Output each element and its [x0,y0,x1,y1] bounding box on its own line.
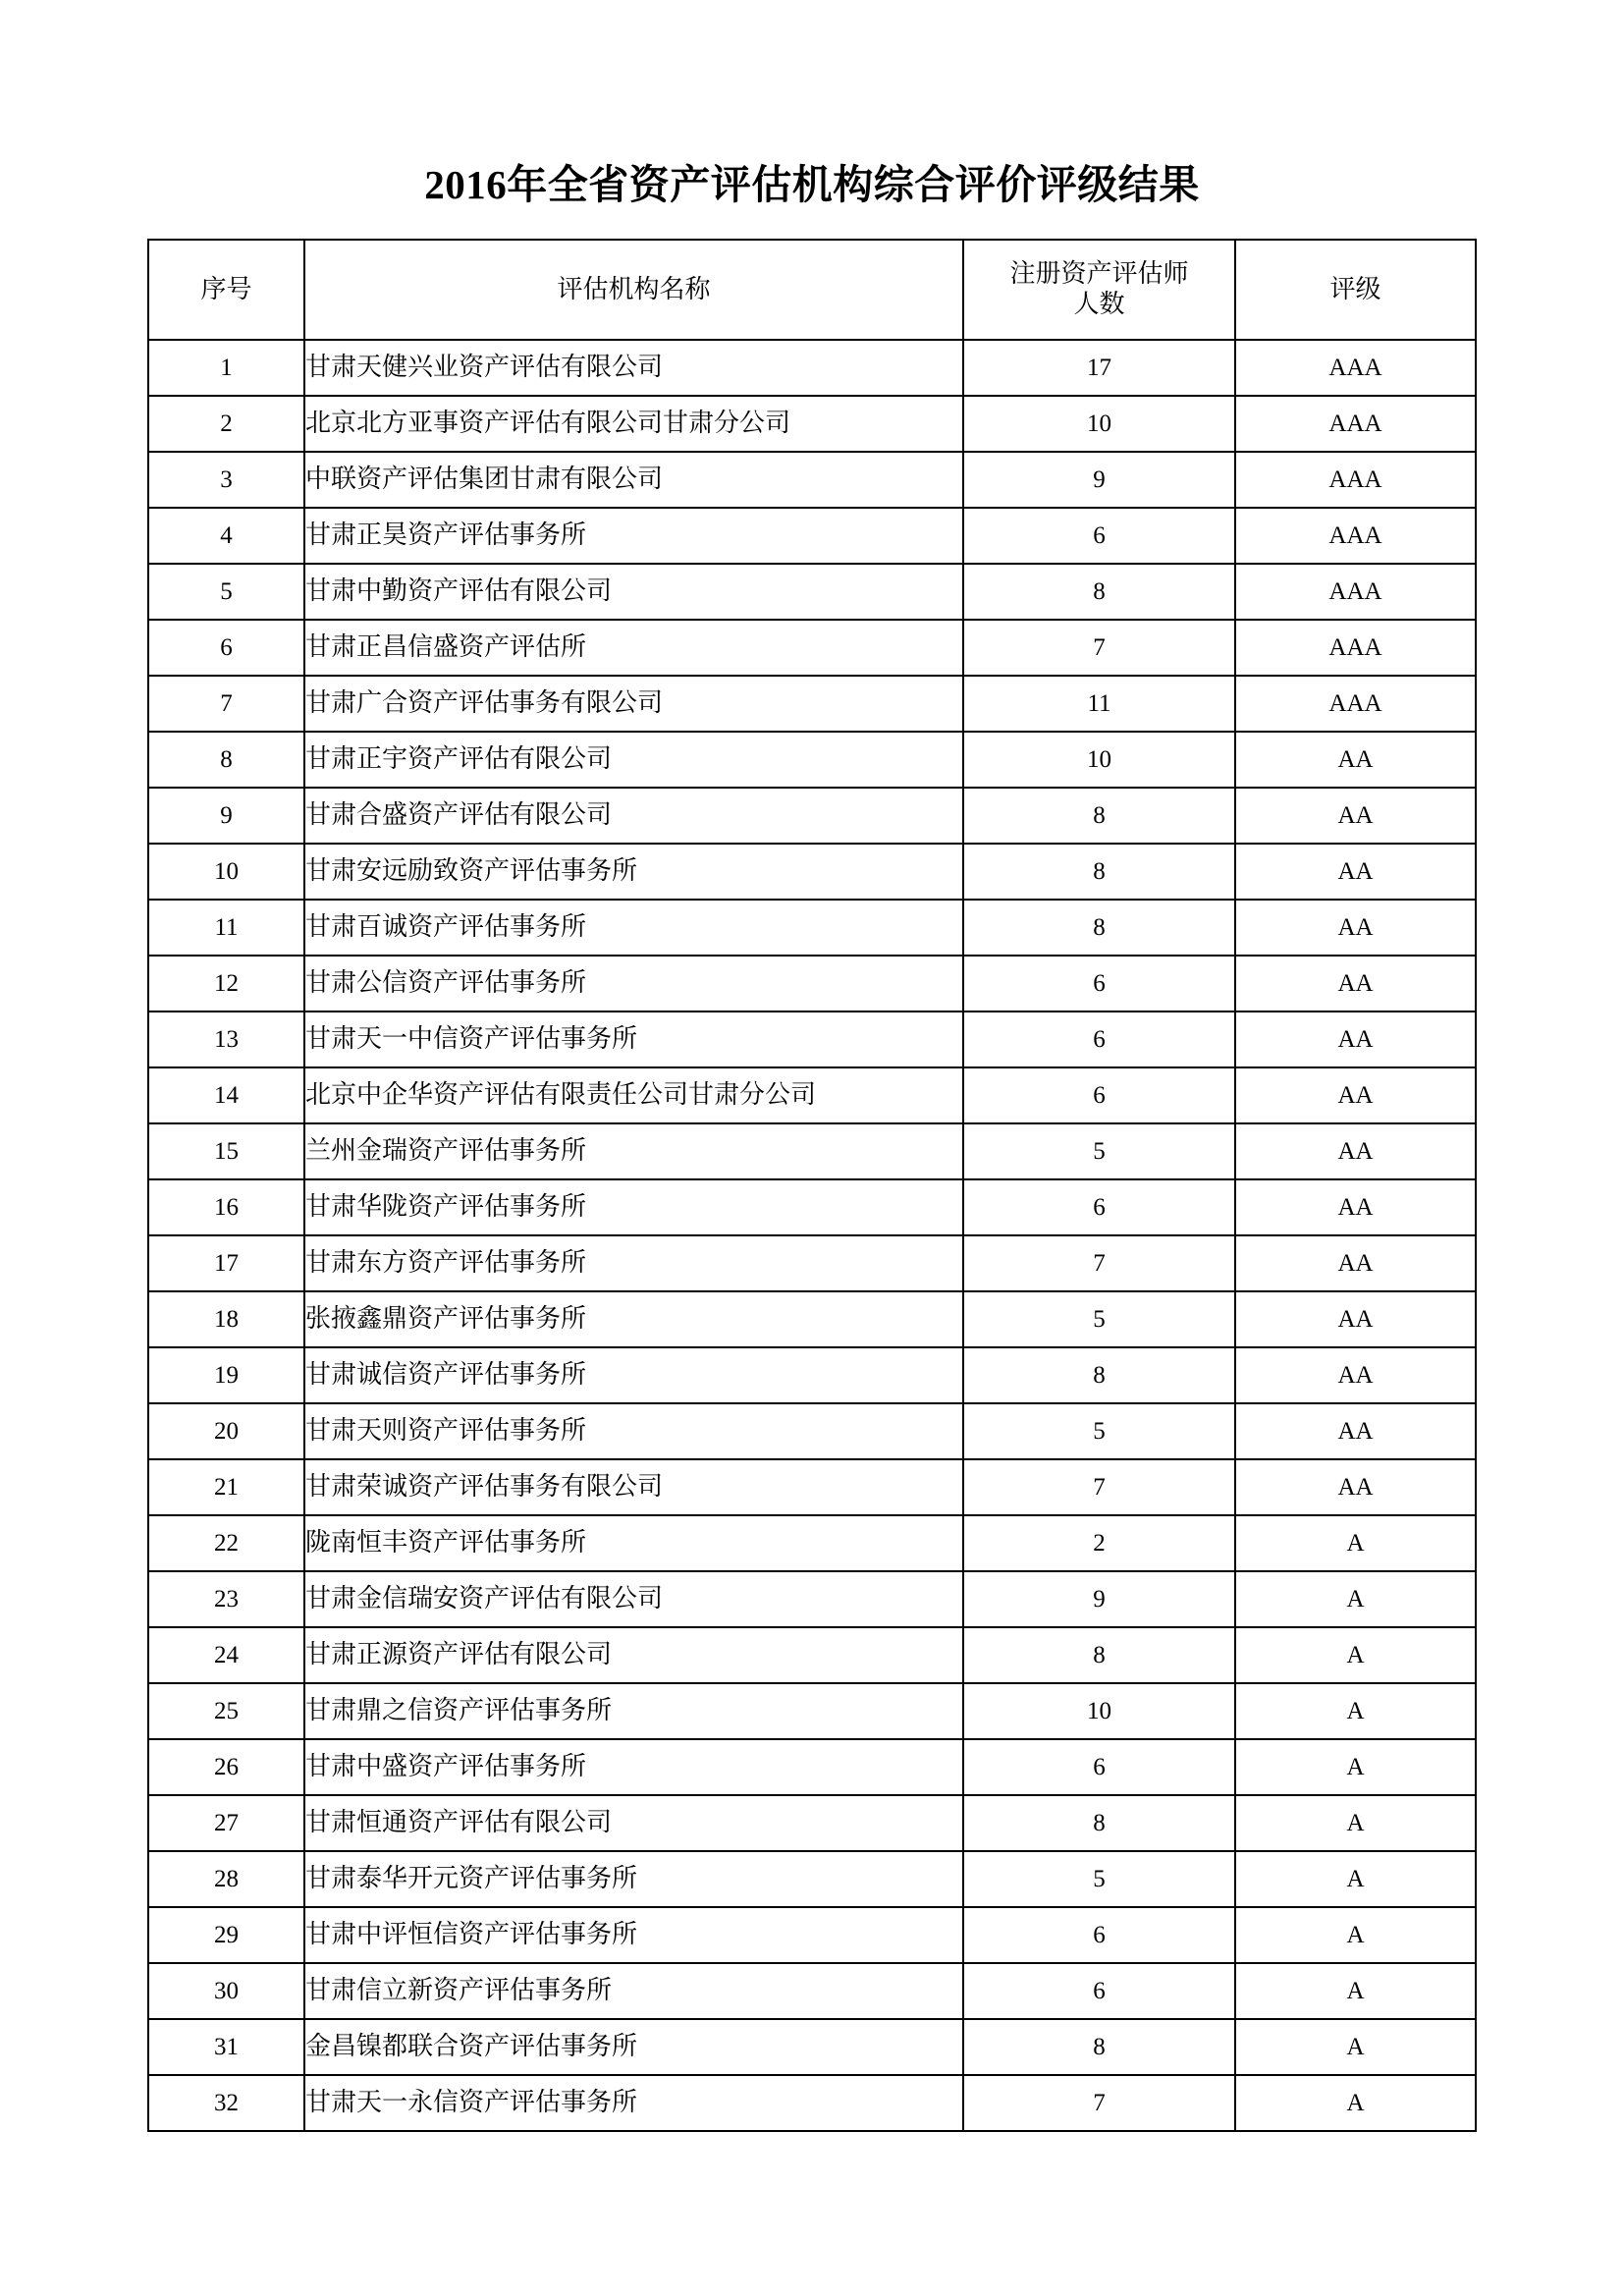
cell-appraiser-count: 5 [963,1291,1235,1347]
cell-institution-name: 甘肃百诚资产评估事务所 [304,900,963,956]
cell-institution-name: 甘肃天一中信资产评估事务所 [304,1011,963,1067]
cell-appraiser-count: 8 [963,844,1235,900]
cell-appraiser-count: 11 [963,676,1235,732]
cell-index: 6 [148,620,304,676]
cell-index: 28 [148,1851,304,1907]
cell-appraiser-count: 8 [963,788,1235,844]
cell-appraiser-count: 5 [963,1123,1235,1179]
cell-grade: A [1235,1683,1476,1739]
column-header-institution-name: 评估机构名称 [304,240,963,340]
cell-index: 15 [148,1123,304,1179]
cell-appraiser-count: 7 [963,2075,1235,2131]
cell-index: 20 [148,1403,304,1459]
cell-index: 26 [148,1739,304,1795]
table-row [148,732,1476,788]
cell-institution-name: 甘肃恒通资产评估有限公司 [304,1795,963,1851]
cell-grade: AAA [1235,564,1476,620]
table-row [148,452,1476,508]
cell-appraiser-count: 8 [963,1347,1235,1403]
cell-institution-name: 甘肃公信资产评估事务所 [304,956,963,1011]
table-row [148,620,1476,676]
cell-appraiser-count: 5 [963,1851,1235,1907]
cell-appraiser-count: 8 [963,900,1235,956]
cell-index: 32 [148,2075,304,2131]
cell-institution-name: 甘肃天健兴业资产评估有限公司 [304,340,963,396]
cell-grade: AAA [1235,676,1476,732]
cell-institution-name: 金昌镍都联合资产评估事务所 [304,2019,963,2075]
table-row [148,788,1476,844]
cell-index: 14 [148,1067,304,1123]
cell-appraiser-count: 6 [963,1739,1235,1795]
cell-institution-name: 北京中企华资产评估有限责任公司甘肃分公司 [304,1067,963,1123]
cell-appraiser-count: 6 [963,956,1235,1011]
cell-index: 21 [148,1459,304,1515]
cell-appraiser-count: 8 [963,2019,1235,2075]
cell-index: 5 [148,564,304,620]
column-header-grade: 评级 [1235,240,1476,340]
cell-grade: AAA [1235,396,1476,452]
cell-index: 22 [148,1515,304,1571]
cell-grade: AA [1235,732,1476,788]
cell-grade: A [1235,2019,1476,2075]
table-row [148,1459,1476,1515]
cell-appraiser-count: 9 [963,1571,1235,1627]
cell-institution-name: 甘肃合盛资产评估有限公司 [304,788,963,844]
cell-index: 17 [148,1235,304,1291]
table-row [148,1683,1476,1739]
column-header-index: 序号 [148,240,304,340]
cell-grade: A [1235,1795,1476,1851]
table-row [148,676,1476,732]
rating-results-table [147,239,1477,2132]
table-row [148,1851,1476,1907]
cell-appraiser-count: 7 [963,1459,1235,1515]
table-row [148,340,1476,396]
column-header-appraiser-count-line2: 人数 [1073,290,1125,318]
cell-grade: A [1235,2075,1476,2131]
cell-grade: AAA [1235,508,1476,564]
cell-appraiser-count: 6 [963,1963,1235,2019]
table-header [148,240,1476,340]
cell-institution-name: 中联资产评估集团甘肃有限公司 [304,452,963,508]
cell-grade: A [1235,1739,1476,1795]
cell-index: 12 [148,956,304,1011]
cell-institution-name: 甘肃中盛资产评估事务所 [304,1739,963,1795]
cell-grade: A [1235,1963,1476,2019]
cell-grade: A [1235,1907,1476,1963]
cell-grade: A [1235,1851,1476,1907]
cell-index: 16 [148,1179,304,1235]
cell-grade: AA [1235,1011,1476,1067]
cell-grade: AA [1235,1067,1476,1123]
cell-index: 7 [148,676,304,732]
table-row [148,1515,1476,1571]
cell-appraiser-count: 6 [963,1067,1235,1123]
cell-index: 18 [148,1291,304,1347]
cell-institution-name: 北京北方亚事资产评估有限公司甘肃分公司 [304,396,963,452]
cell-grade: AA [1235,1347,1476,1403]
column-header-appraiser-count-line1: 注册资产评估师 [1009,259,1189,289]
cell-appraiser-count: 10 [963,732,1235,788]
cell-index: 27 [148,1795,304,1851]
cell-appraiser-count: 2 [963,1515,1235,1571]
table-row [148,396,1476,452]
cell-index: 3 [148,452,304,508]
cell-appraiser-count: 5 [963,1403,1235,1459]
cell-index: 25 [148,1683,304,1739]
cell-institution-name: 兰州金瑞资产评估事务所 [304,1123,963,1179]
cell-grade: A [1235,1627,1476,1683]
column-header-appraiser-count [963,240,1235,340]
cell-institution-name: 甘肃诚信资产评估事务所 [304,1347,963,1403]
table-row [148,1403,1476,1459]
cell-grade: AA [1235,788,1476,844]
cell-institution-name: 甘肃天则资产评估事务所 [304,1403,963,1459]
table-row [148,2075,1476,2131]
cell-grade: AA [1235,1235,1476,1291]
cell-appraiser-count: 8 [963,564,1235,620]
cell-institution-name: 陇南恒丰资产评估事务所 [304,1515,963,1571]
cell-appraiser-count: 10 [963,396,1235,452]
cell-grade: AA [1235,1403,1476,1459]
cell-institution-name: 甘肃正源资产评估有限公司 [304,1627,963,1683]
table-row [148,1011,1476,1067]
cell-appraiser-count: 7 [963,620,1235,676]
cell-index: 29 [148,1907,304,1963]
cell-institution-name: 甘肃中勤资产评估有限公司 [304,564,963,620]
table-row [148,900,1476,956]
cell-index: 24 [148,1627,304,1683]
cell-appraiser-count: 6 [963,1179,1235,1235]
table-row [148,1627,1476,1683]
cell-index: 23 [148,1571,304,1627]
cell-index: 19 [148,1347,304,1403]
cell-institution-name: 甘肃中评恒信资产评估事务所 [304,1907,963,1963]
cell-institution-name: 甘肃鼎之信资产评估事务所 [304,1683,963,1739]
cell-appraiser-count: 8 [963,1795,1235,1851]
cell-institution-name: 甘肃荣诚资产评估事务有限公司 [304,1459,963,1515]
cell-index: 1 [148,340,304,396]
cell-index: 8 [148,732,304,788]
table-body [148,340,1476,2131]
table-row [148,844,1476,900]
table-row [148,564,1476,620]
table-row [148,2019,1476,2075]
cell-grade: AAA [1235,620,1476,676]
table-row [148,508,1476,564]
cell-institution-name: 甘肃安远励致资产评估事务所 [304,844,963,900]
cell-institution-name: 甘肃泰华开元资产评估事务所 [304,1851,963,1907]
cell-appraiser-count: 10 [963,1683,1235,1739]
cell-index: 4 [148,508,304,564]
cell-index: 9 [148,788,304,844]
table-row [148,1123,1476,1179]
table-row [148,1235,1476,1291]
cell-institution-name: 甘肃东方资产评估事务所 [304,1235,963,1291]
cell-institution-name: 甘肃信立新资产评估事务所 [304,1963,963,2019]
cell-appraiser-count: 6 [963,508,1235,564]
cell-appraiser-count: 17 [963,340,1235,396]
cell-grade: A [1235,1571,1476,1627]
cell-institution-name: 甘肃天一永信资产评估事务所 [304,2075,963,2131]
page-title: 2016年全省资产评估机构综合评价评级结果 [424,162,1200,207]
cell-institution-name: 甘肃广合资产评估事务有限公司 [304,676,963,732]
table-row [148,1347,1476,1403]
rating-table-container [0,239,1624,2132]
cell-grade: AA [1235,1123,1476,1179]
cell-index: 30 [148,1963,304,2019]
table-header-row [148,240,1476,340]
table-row [148,956,1476,1011]
cell-grade: AA [1235,844,1476,900]
table-row [148,1739,1476,1795]
cell-grade: AAA [1235,452,1476,508]
cell-index: 31 [148,2019,304,2075]
table-row [148,1291,1476,1347]
cell-appraiser-count: 6 [963,1907,1235,1963]
cell-grade: AA [1235,1179,1476,1235]
cell-grade: AAA [1235,340,1476,396]
cell-institution-name: 甘肃正宇资产评估有限公司 [304,732,963,788]
table-row [148,1963,1476,2019]
cell-grade: AA [1235,956,1476,1011]
cell-institution-name: 甘肃华陇资产评估事务所 [304,1179,963,1235]
cell-grade: A [1235,1515,1476,1571]
table-row [148,1907,1476,1963]
table-row [148,1571,1476,1627]
cell-index: 11 [148,900,304,956]
cell-grade: AA [1235,1291,1476,1347]
table-row [148,1795,1476,1851]
cell-grade: AA [1235,1459,1476,1515]
cell-institution-name: 甘肃正昌信盛资产评估所 [304,620,963,676]
cell-appraiser-count: 7 [963,1235,1235,1291]
cell-appraiser-count: 8 [963,1627,1235,1683]
cell-institution-name: 甘肃金信瑞安资产评估有限公司 [304,1571,963,1627]
cell-appraiser-count: 9 [963,452,1235,508]
cell-institution-name: 张掖鑫鼎资产评估事务所 [304,1291,963,1347]
cell-appraiser-count: 6 [963,1011,1235,1067]
table-row [148,1179,1476,1235]
cell-index: 13 [148,1011,304,1067]
cell-institution-name: 甘肃正昊资产评估事务所 [304,508,963,564]
cell-index: 10 [148,844,304,900]
cell-grade: AA [1235,900,1476,956]
cell-index: 2 [148,396,304,452]
table-row [148,1067,1476,1123]
